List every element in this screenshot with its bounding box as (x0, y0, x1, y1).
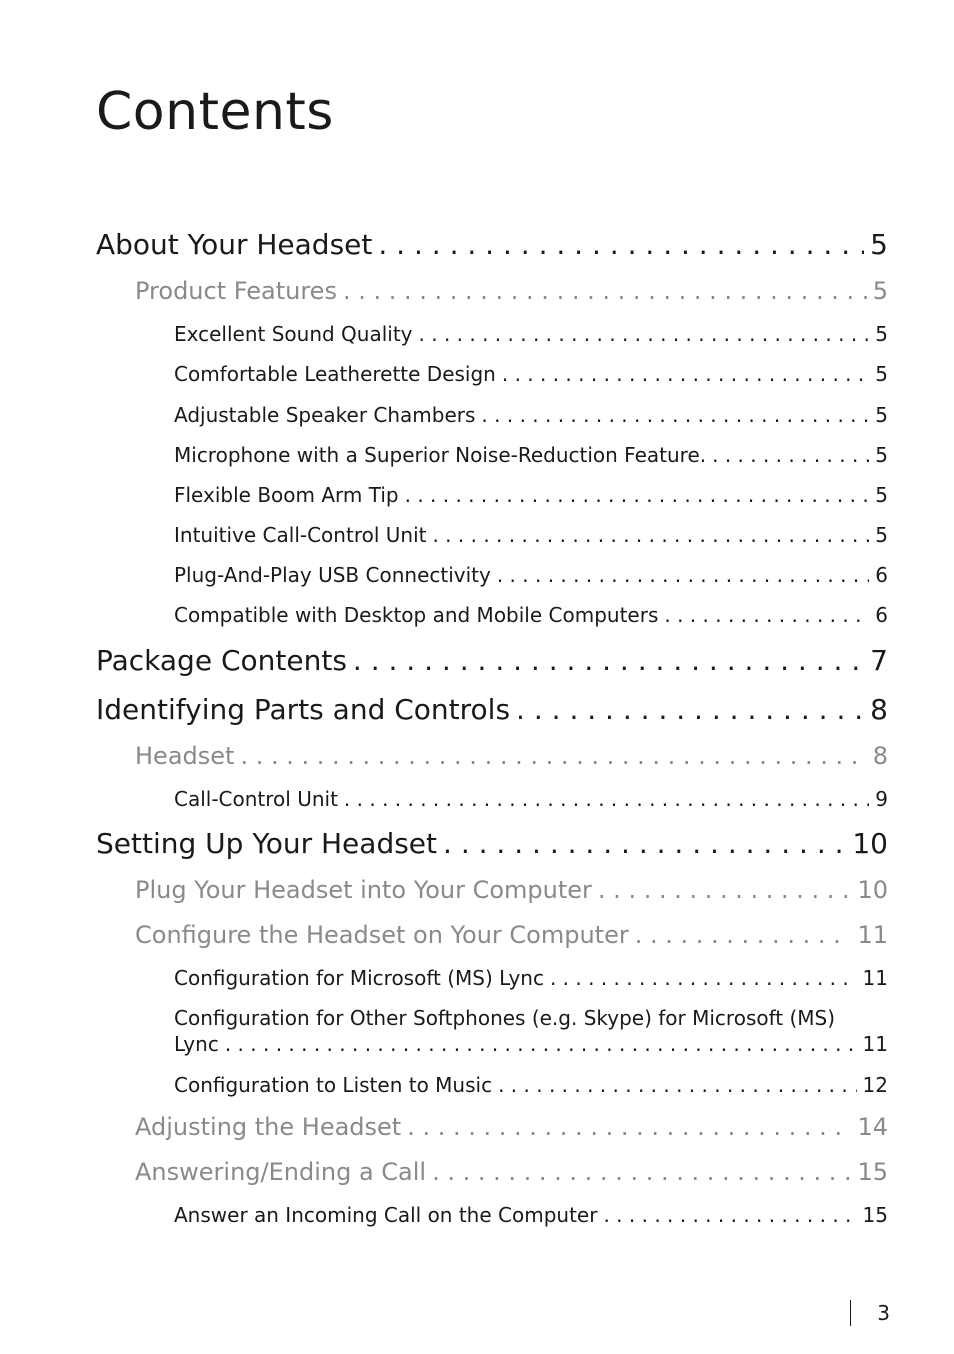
toc-label: Configure the Headset on Your Computer (135, 921, 629, 949)
toc-page: 10 (852, 827, 888, 860)
toc-label: Comfortable Leatherette Design (174, 362, 496, 386)
toc-label: Identifying Parts and Controls (96, 693, 511, 726)
dot-leader (344, 787, 869, 811)
toc-entry-setting-up-your-headset[interactable] (96, 827, 888, 860)
dot-leader (405, 483, 870, 507)
toc-page: 5 (872, 277, 888, 305)
dot-leader (432, 523, 869, 547)
toc-entry-headset[interactable] (135, 742, 888, 770)
toc-label: Plug-And-Play USB Connectivity (174, 563, 491, 587)
toc-page: 11 (857, 921, 888, 949)
toc-entry-plug-and-play-usb[interactable] (174, 563, 888, 587)
toc-page: 5 (875, 443, 888, 467)
toc-label: Compatible with Desktop and Mobile Computers (174, 603, 659, 627)
toc-page: 8 (870, 693, 888, 726)
dot-leader (635, 921, 852, 949)
toc-entry-adjusting-the-headset[interactable] (135, 1113, 888, 1141)
dot-leader (419, 322, 870, 346)
toc-entry-identifying-parts[interactable] (96, 693, 888, 726)
toc-entry-adjustable-speaker-chambers[interactable] (174, 403, 888, 427)
footer-divider (850, 1300, 851, 1326)
toc-page: 5 (870, 228, 888, 261)
toc-label: Setting Up Your Headset (96, 827, 438, 860)
toc-entry-intuitive-call-control-unit[interactable] (174, 523, 888, 547)
toc-label: Configuration for Other Softphones (e.g. Skype) for Microsoft (MS) (174, 1006, 836, 1030)
toc-entry-microphone-noise-reduction[interactable] (174, 443, 888, 467)
toc-label: Adjusting the Headset (135, 1113, 402, 1141)
toc-label-continuation: Lync (174, 1032, 219, 1056)
page-footer (850, 1300, 890, 1326)
toc-entry-compatible-desktop-mobile[interactable] (174, 603, 888, 627)
page-number: 3 (877, 1301, 890, 1325)
toc-page: 11 (862, 966, 888, 990)
toc-entry-package-contents[interactable] (96, 644, 888, 677)
toc-page: 14 (857, 1113, 888, 1141)
toc-label: Adjustable Speaker Chambers (174, 403, 476, 427)
toc-page: 5 (875, 322, 888, 346)
toc-entry-call-control-unit[interactable] (174, 787, 888, 811)
toc-entry-config-ms-lync[interactable] (174, 966, 888, 990)
dot-leader (407, 1113, 851, 1141)
dot-leader (240, 742, 866, 770)
toc-page: 5 (875, 362, 888, 386)
toc-label: Answer an Incoming Call on the Computer (174, 1203, 598, 1227)
toc-entry-answer-incoming-call[interactable] (174, 1203, 888, 1227)
toc-label: Configuration for Microsoft (MS) Lync (174, 966, 544, 990)
toc-page: 10 (857, 876, 888, 904)
toc-entry-flexible-boom-arm-tip[interactable] (174, 483, 888, 507)
toc-entry-config-other-softphones[interactable] (174, 1006, 888, 1056)
toc-label: About Your Headset (96, 228, 373, 261)
toc-page: 12 (862, 1073, 888, 1097)
page-title: Contents (96, 82, 334, 142)
dot-leader (443, 827, 846, 860)
toc-label: Headset (135, 742, 235, 770)
dot-leader (225, 1032, 857, 1056)
dot-leader (497, 563, 869, 587)
toc-page: 15 (862, 1203, 888, 1227)
dot-leader (432, 1158, 851, 1186)
dot-leader (502, 362, 869, 386)
toc-label: Flexible Boom Arm Tip (174, 483, 399, 507)
toc-entry-about-your-headset[interactable] (96, 228, 888, 261)
toc-entry-comfortable-leatherette-design[interactable] (174, 362, 888, 386)
dot-leader (598, 876, 852, 904)
dot-leader (353, 644, 864, 677)
toc-label: Answering/Ending a Call (135, 1158, 427, 1186)
dot-leader (603, 1203, 856, 1227)
toc-entry-plug-your-headset[interactable] (135, 876, 888, 904)
dot-leader (664, 603, 869, 627)
toc-page: 5 (875, 483, 888, 507)
dot-leader (343, 277, 867, 305)
toc-label: Configuration to Listen to Music (174, 1073, 493, 1097)
toc-page: 6 (875, 563, 888, 587)
toc-entry-product-features[interactable] (135, 277, 888, 305)
toc-page: 8 (872, 742, 888, 770)
toc-page: 6 (875, 603, 888, 627)
dot-leader (481, 403, 869, 427)
toc-label: Microphone with a Superior Noise-Reduction Feature. (174, 443, 707, 467)
toc-entry-excellent-sound-quality[interactable] (174, 322, 888, 346)
toc-label: Excellent Sound Quality (174, 322, 413, 346)
dot-leader (498, 1073, 856, 1097)
toc-page: 11 (862, 1032, 888, 1056)
toc-label: Product Features (135, 277, 337, 305)
toc-label: Plug Your Headset into Your Computer (135, 876, 592, 904)
dot-leader (516, 693, 864, 726)
toc-page: 9 (875, 787, 888, 811)
toc-label: Package Contents (96, 644, 347, 677)
toc-entry-configure-the-headset[interactable] (135, 921, 888, 949)
toc-page: 15 (857, 1158, 888, 1186)
dot-leader (712, 443, 869, 467)
toc-page: 5 (875, 403, 888, 427)
dot-leader (378, 228, 864, 261)
toc-label: Intuitive Call-Control Unit (174, 523, 427, 547)
toc-page: 7 (870, 644, 888, 677)
dot-leader (550, 966, 857, 990)
toc-label: Call-Control Unit (174, 787, 338, 811)
toc-entry-config-listen-music[interactable] (174, 1073, 888, 1097)
toc-label-continuation-row (174, 1032, 888, 1056)
toc-entry-answering-ending-call[interactable] (135, 1158, 888, 1186)
toc-page: 5 (875, 523, 888, 547)
